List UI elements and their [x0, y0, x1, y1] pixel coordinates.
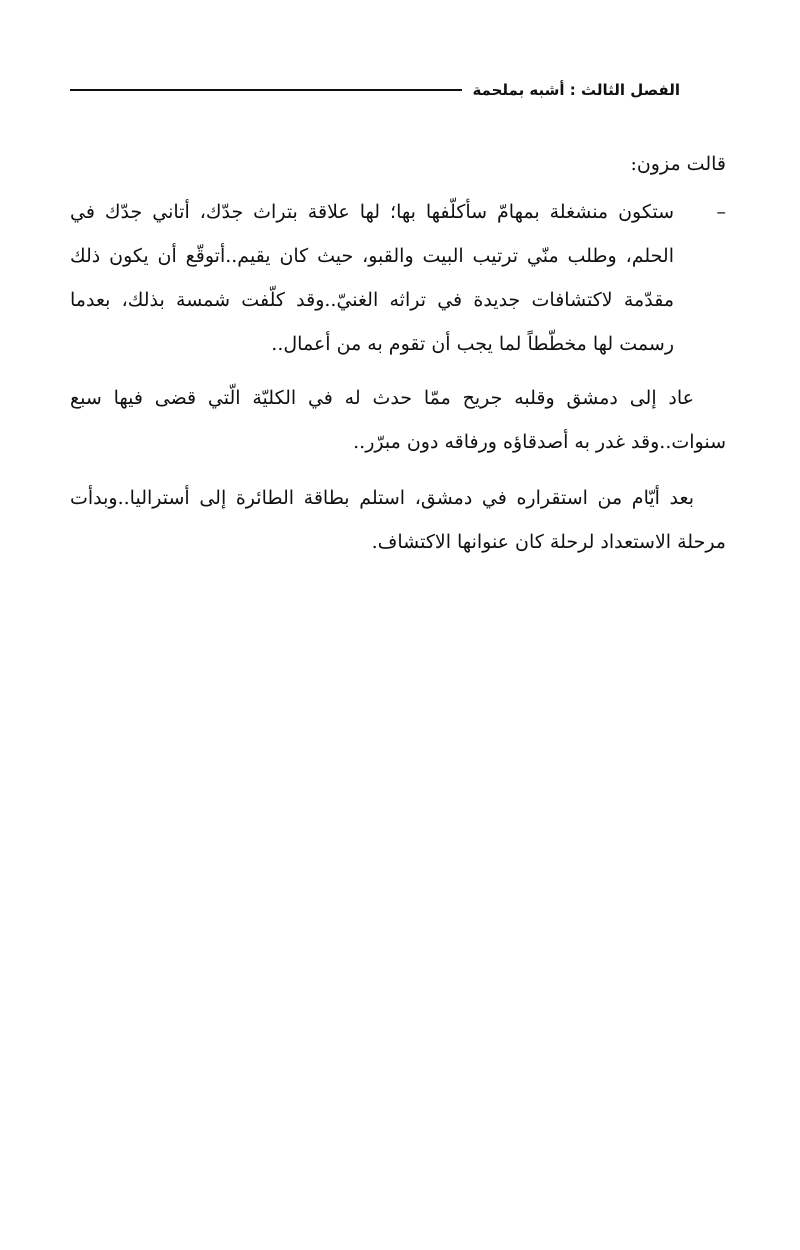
dialogue-paragraph — [70, 190, 726, 366]
narrative-paragraph-1: عاد إلى دمشق وقلبه جريح ممّا حدث له في الكليّة الّتي قضى فيها سبع سنوات..وقد غدر به أصدقاؤه ورفاقه دون مبرّر.. — [70, 387, 726, 453]
page-body — [70, 142, 726, 576]
narrative-paragraph-2: بعد أيّام من استقراره في دمشق، استلم بطاقة الطائرة إلى أستراليا..وبدأت مرحلة الاستعداد لرحلة كان عنوانها الاكتشاف. — [70, 487, 726, 553]
running-header — [70, 76, 680, 104]
header-rule — [70, 89, 462, 91]
dialogue-dash: – — [716, 201, 726, 223]
dialogue-text: ستكون منشغلة بمهامّ سأكلّفها بها؛ لها علاقة بتراث جدّك، أتاني جدّك في الحلم، وطلب منّي ترتيب البيت والقبو، حيث كان يقيم..أتوقّع أن يكون ذلك مقدّمة لاكتشافات جديدة في تراثه الغنيّ..وقد كلّفت شمسة بذلك، بعدما رسمت لها مخطّطاً لما يجب أن تقوم به من أعمال.. — [70, 201, 674, 355]
dialogue-intro: قالت مزون: — [630, 153, 726, 175]
chapter-title: الفصل الثالث : أشبه بملحمة — [472, 81, 680, 99]
